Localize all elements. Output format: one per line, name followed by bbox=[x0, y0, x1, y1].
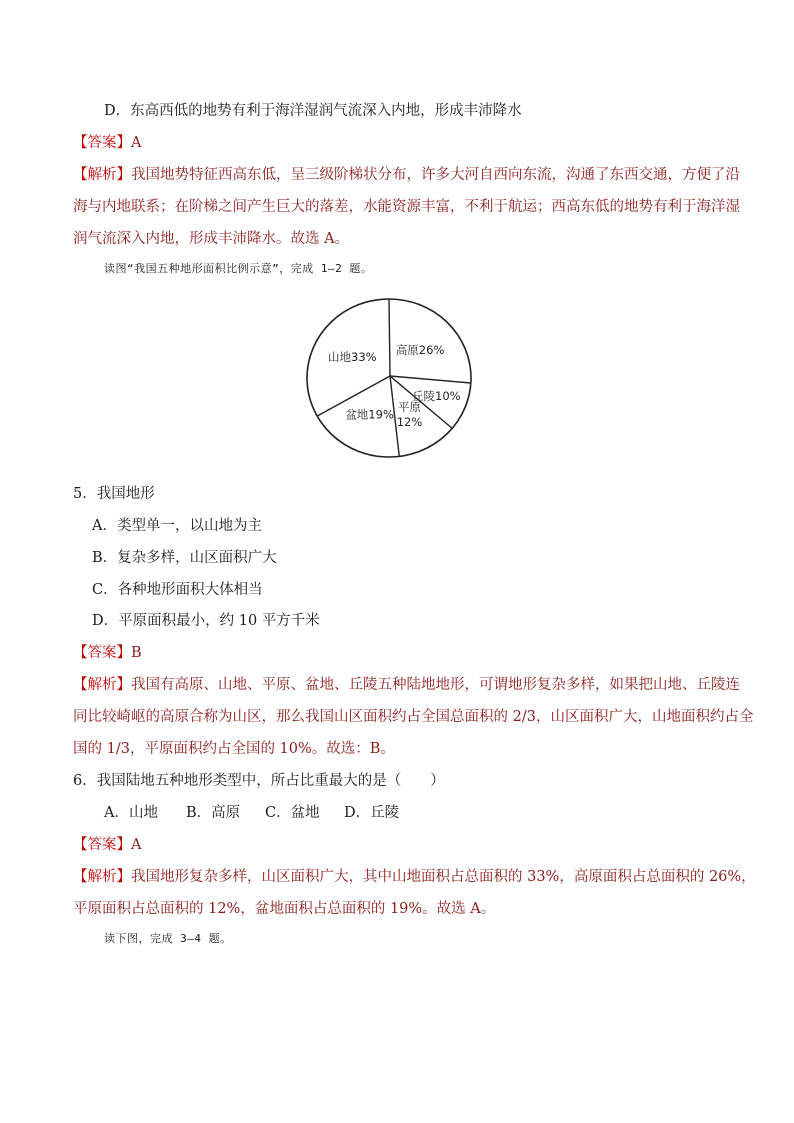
q6-analysis-line-2: 平原面积占总面积的 12%，盆地面积占总面积的 19%。故选 A。 bbox=[73, 901, 496, 917]
q5-option-b: B．复杂多样，山区面积广大 bbox=[92, 550, 277, 566]
pie-slice-boundary bbox=[390, 376, 471, 383]
q6-analysis-line-1: 【解析】我国地形复杂多样，山区面积广大，其中山地面积占总面积的 33%，高原面积占总面积的 26%， bbox=[73, 869, 756, 885]
pie-slice-label-value: 12% bbox=[396, 415, 423, 429]
pie-slice-label: 高原26% bbox=[395, 342, 445, 357]
q5-analysis-line-1: 【解析】我国有高原、山地、平原、盆地、丘陵五种陆地地形，可谓地形复杂多样，如果把山地、丘陵连 bbox=[73, 677, 740, 693]
q5-option-c: C．各种地形面积大体相当 bbox=[92, 582, 263, 598]
answer-value: B bbox=[131, 645, 142, 661]
terrain-pie-chart bbox=[300, 296, 480, 472]
analysis-tag: 【解析】 bbox=[73, 677, 131, 693]
q4-analysis-line-2: 海与内地联系；在阶梯之间产生巨大的落差，水能资源丰富，不利于航运；西高东低的地势有利于海洋湿 bbox=[73, 199, 740, 215]
prev-option-d: D．东高西低的地势有利于海洋湿润气流深入内地，形成丰沛降水 bbox=[104, 103, 522, 119]
pie-slice-boundary bbox=[389, 299, 390, 376]
q6-answer-line bbox=[73, 835, 733, 855]
pie-slice-label: 平原 bbox=[398, 400, 421, 414]
q5-option-a: A．类型单一，以山地为主 bbox=[92, 518, 262, 534]
answer-value: A bbox=[131, 135, 142, 151]
q6-stem: 6．我国陆地五种地形类型中，所占比重最大的是（ ） bbox=[73, 773, 445, 789]
analysis-tag: 【解析】 bbox=[73, 167, 131, 183]
next-caption: 读下图，完成 3—4 题。 bbox=[104, 932, 232, 945]
figure-caption: 读图“我国五种地形面积比例示意”，完成 1—2 题。 bbox=[104, 262, 373, 275]
pie-slice-label: 丘陵10% bbox=[412, 389, 461, 403]
q6-option-c: C．盆地 bbox=[265, 805, 320, 821]
q5-analysis-line-2: 同比较崎岖的高原合称为山区，那么我国山区面积约占全国总面积的 2/3，山区面积广大，山地面积约占全 bbox=[73, 709, 754, 725]
q5-stem: 5．我国地形 bbox=[73, 486, 155, 502]
q4-analysis-line-1: 【解析】我国地势特征西高东低，呈三级阶梯状分布，许多大河自西向东流，沟通了东西交通，方便了沿 bbox=[73, 167, 740, 183]
q5-analysis-line-3: 国的 1/3，平原面积约占全国的 10%。故选：B。 bbox=[73, 741, 395, 757]
q4-analysis-line-3: 润气流深入内地，形成丰沛降水。故选 A。 bbox=[73, 231, 350, 247]
q4-answer-line bbox=[73, 133, 733, 153]
q6-option-d: D．丘陵 bbox=[344, 805, 400, 821]
q5-option-d: D．平原面积最小，约 10 平方千米 bbox=[92, 613, 320, 629]
answer-tag: 【答案】 bbox=[73, 837, 131, 853]
answer-tag: 【答案】 bbox=[73, 645, 131, 661]
q5-answer-line bbox=[73, 643, 733, 663]
q6-option-b: B．高原 bbox=[186, 805, 241, 821]
answer-value: A bbox=[131, 837, 142, 853]
analysis-tag: 【解析】 bbox=[73, 869, 131, 885]
pie-slice-label: 山地33% bbox=[328, 350, 377, 365]
pie-slice-label: 盆地19% bbox=[345, 407, 394, 422]
answer-tag: 【答案】 bbox=[73, 135, 131, 151]
q6-option-a: A．山地 bbox=[104, 805, 158, 821]
